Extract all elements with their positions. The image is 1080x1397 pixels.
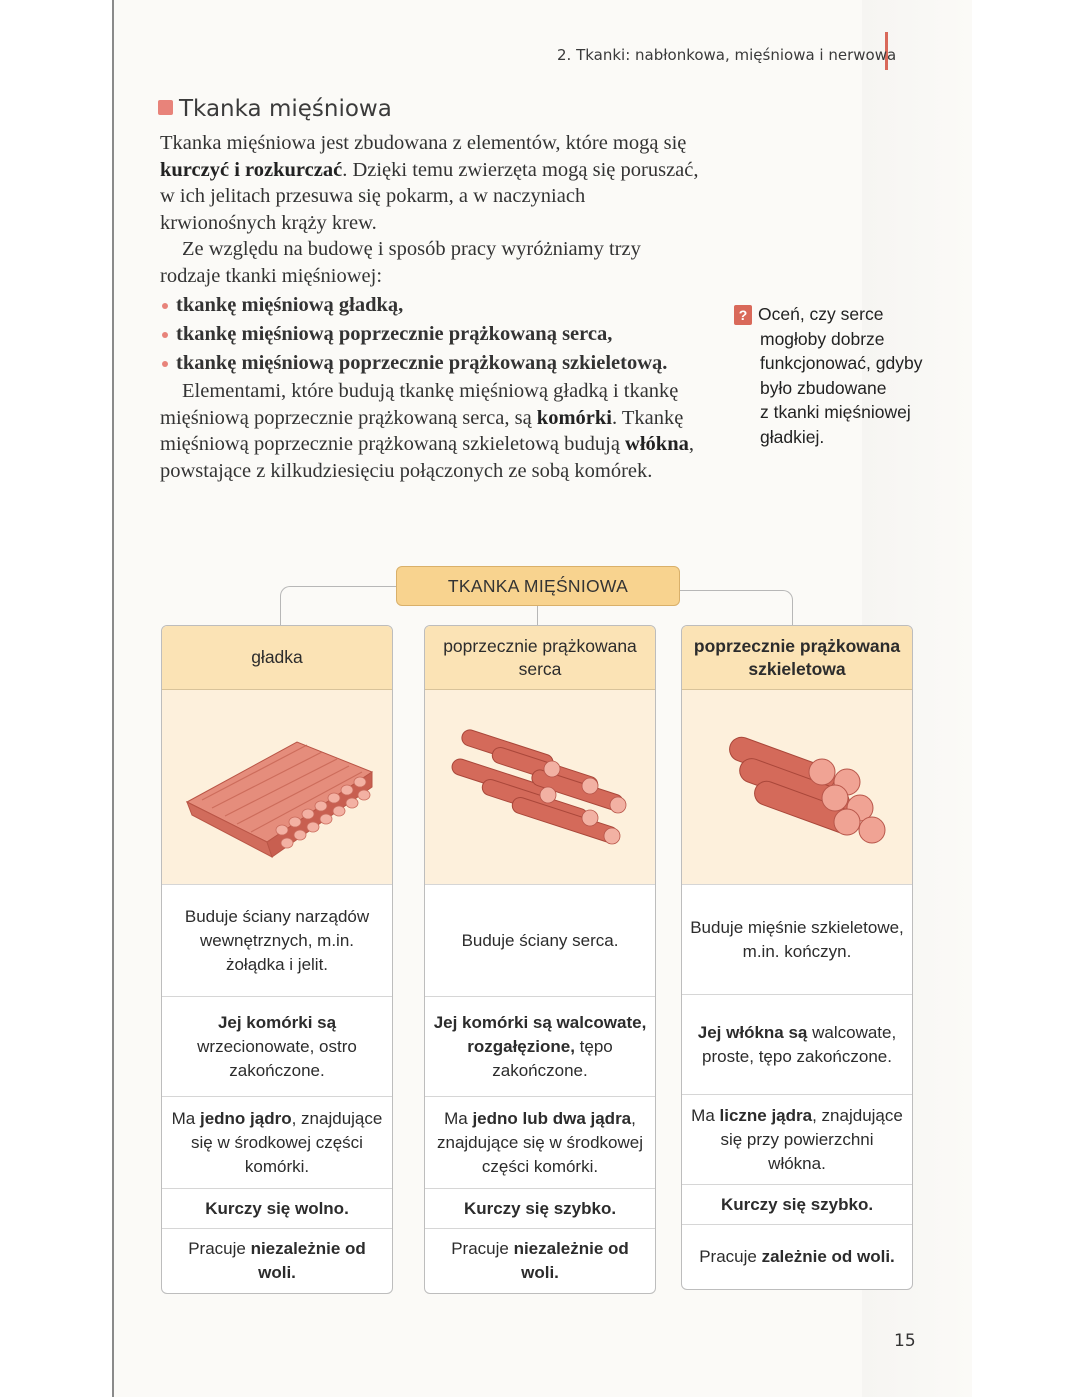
bold-term: zależnie od woli. <box>761 1247 895 1266</box>
diagram-title: TKANKA MIĘŚNIOWA <box>396 566 680 606</box>
bold-term: Jej komórki są <box>217 1012 337 1032</box>
section-title-text: Tkanka mięśniowa <box>179 96 392 122</box>
text-run: Ma <box>444 1108 473 1128</box>
cell-text <box>464 1197 616 1221</box>
table-cell <box>682 995 912 1095</box>
list-item: tkankę mięśniową poprzecznie prążkowaną serca, <box>160 320 700 349</box>
side-note <box>734 302 934 449</box>
bold-term: włókna <box>625 433 689 455</box>
text-run: Ma <box>691 1105 720 1125</box>
cell-text <box>205 1197 349 1221</box>
cell-text <box>170 1011 384 1083</box>
table-cell <box>425 885 655 997</box>
cell-text <box>462 929 619 953</box>
cell-text <box>433 1107 647 1179</box>
cardiac-muscle-icon <box>440 712 640 862</box>
cell-text <box>690 1021 904 1069</box>
skeletal-muscle-icon <box>697 712 897 862</box>
text-run: Buduje ściany serca. <box>461 930 619 950</box>
text-run: Elementami, które budują tkankę mięśniową gładką i tkankę mięśniową poprzecznie prążkowaną serca, są <box>160 380 679 429</box>
column-header: poprzecznie prążkowana serca <box>425 626 655 690</box>
smooth-muscle-illustration <box>162 690 392 885</box>
text-run: tępo zakończone. <box>492 1036 613 1080</box>
paragraph-2: Ze względu na budowę i sposób pracy wyróżniamy trzy rodzaje tkanki mięśniowej: <box>160 238 641 287</box>
table-cell <box>682 1185 912 1225</box>
text-run: Buduje ściany narządów wewnętrznych, m.in. żołądka i jelit. <box>184 906 370 974</box>
text-run: Ma <box>171 1108 200 1128</box>
table-cell <box>425 1189 655 1229</box>
table-cell <box>425 1097 655 1189</box>
paragraph-1 <box>160 130 700 236</box>
cell-text <box>170 1107 384 1179</box>
column-cardiac <box>424 625 656 1294</box>
text-run: Buduje mięśnie szkieletowe, m.in. kończyn. <box>690 917 904 961</box>
column-smooth <box>161 625 393 1294</box>
cell-text <box>433 1237 647 1285</box>
text-run: , znajdujące się w środkowej części komórki. <box>191 1108 383 1176</box>
bold-term: Kurczy się szybko. <box>720 1194 874 1214</box>
text-run: . Tkankę mięśniową poprzecznie prążkowaną szkieletową budują <box>160 406 684 455</box>
table-cell <box>682 1225 912 1289</box>
page-number: 15 <box>894 1331 916 1351</box>
text-run: walcowate, proste, tępo zakończone. <box>702 1022 897 1066</box>
text-run: , znajdujące się w środkowej części komórki. <box>437 1108 643 1176</box>
list-item: tkankę mięśniową gładką, <box>160 291 700 320</box>
text-run: Tkanka mięśniowa jest zbudowana z elementów, które mogą się <box>160 132 687 154</box>
smooth-muscle-icon <box>177 712 377 862</box>
running-head: 2. Tkanki: nabłonkowa, mięśniowa i nerwowa <box>557 46 897 64</box>
paragraph-3 <box>160 378 700 484</box>
cell-text <box>721 1193 873 1217</box>
column-header: gładka <box>162 626 392 690</box>
bold-term: niezależnie od woli. <box>513 1239 629 1282</box>
side-note-line: mogłoby dobrze <box>760 328 885 349</box>
table-cell <box>162 1189 392 1229</box>
text-run: , powstające z kilkudziesięciu połączonych ze sobą komórek. <box>160 433 694 482</box>
table-cell <box>682 885 912 995</box>
text-run: . Dzięki temu zwierzęta mogą się poruszać, w ich jelitach przesuwa się pokarm, a w naczyniach krwionośnych krąży krew. <box>160 158 699 234</box>
section-marker-icon <box>158 100 173 115</box>
list-item: tkankę mięśniową poprzecznie prążkowaną szkieletową. <box>160 349 700 378</box>
bold-term: jedno jądro <box>199 1108 292 1128</box>
bold-term: jedno lub dwa jądra <box>472 1108 632 1128</box>
bold-term: Kurczy się wolno. <box>205 1198 349 1218</box>
connector-left <box>280 586 397 627</box>
cell-text <box>433 1011 647 1083</box>
section-title <box>158 96 392 122</box>
side-note-line: było zbudowane <box>760 377 887 398</box>
connector-middle <box>537 604 538 626</box>
text-run: Pracuje <box>188 1239 251 1258</box>
text-run: wrzecionowate, ostro zakończone. <box>197 1036 357 1080</box>
cell-text <box>170 905 384 977</box>
table-cell <box>682 1095 912 1185</box>
table-cell <box>162 1229 392 1293</box>
bold-term: Kurczy się szybko. <box>463 1198 617 1218</box>
text-run: , znajdujące się przy powierzchni włókna. <box>720 1105 903 1173</box>
table-cell <box>162 885 392 997</box>
side-note-line: z tkanki mięśniowej <box>760 402 911 422</box>
bold-term: kurczyć i rozkurczać <box>160 158 343 181</box>
muscle-types-list <box>160 291 700 378</box>
bold-term: walcowate, rozgałęzione, <box>467 1012 647 1056</box>
bold-term: komórki <box>536 406 612 429</box>
table-cell <box>162 997 392 1097</box>
side-note-line: gładkiej. <box>760 426 825 447</box>
side-note-line: funkcjonować, gdyby <box>760 353 923 373</box>
bold-term: Jej włókna są <box>697 1022 808 1042</box>
cell-text <box>690 916 904 964</box>
column-skeletal <box>681 625 913 1290</box>
bold-term: niezależnie od woli. <box>250 1239 366 1282</box>
question-icon: ? <box>734 305 752 325</box>
cell-text <box>170 1237 384 1285</box>
table-cell <box>425 997 655 1097</box>
cell-text <box>699 1245 895 1269</box>
table-cell <box>162 1097 392 1189</box>
bold-term: liczne jądra <box>719 1105 813 1125</box>
bold-term: Jej komórki są <box>433 1012 552 1032</box>
body-text <box>160 130 700 484</box>
table-cell <box>425 1229 655 1293</box>
skeletal-muscle-illustration <box>682 690 912 885</box>
column-header: poprzecznie prążkowana szkieletowa <box>682 626 912 690</box>
cell-text <box>690 1104 904 1176</box>
cardiac-muscle-illustration <box>425 690 655 885</box>
connector-right <box>678 590 793 629</box>
text-run: Pracuje <box>451 1239 514 1258</box>
side-note-line: Oceń, czy serce <box>758 304 884 324</box>
text-run: Pracuje <box>699 1247 762 1266</box>
